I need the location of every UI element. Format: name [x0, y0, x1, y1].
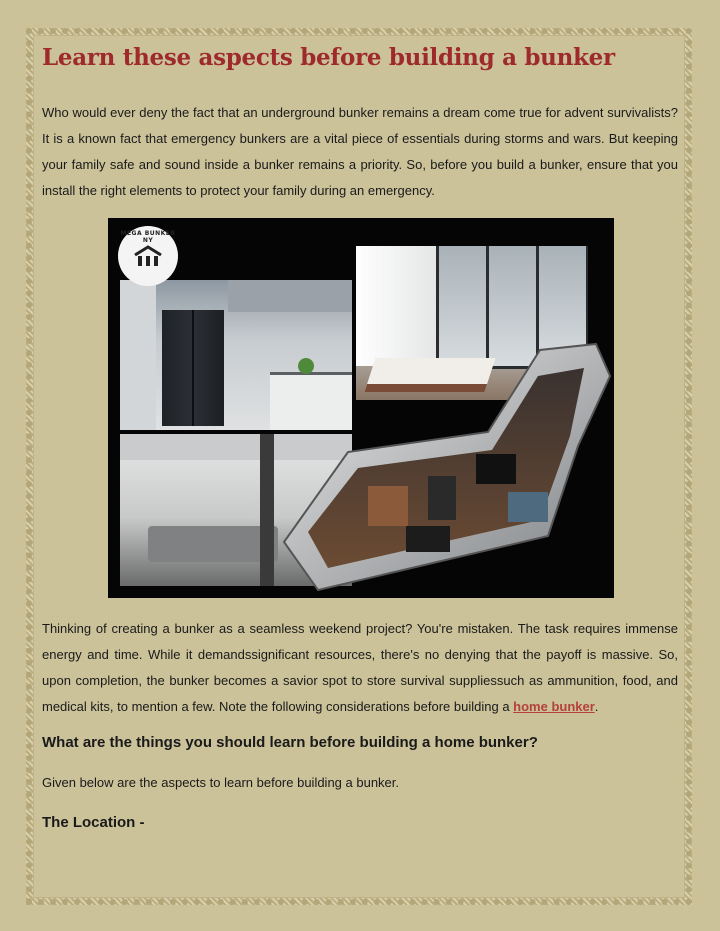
- second-paragraph-text: Thinking of creating a bunker as a seamless weekend project? You're mistaken. The task requires immense energy and time. While it demandssignificant resources, there's no denying that the payoff is massive. So, upon completion, the bunker becomes a savior spot to store survival suppliessuch as ammunition, food, and medical kits, to mention a few. Note the following considerations before building a: [42, 621, 678, 714]
- section-heading: What are the things you should learn before building a home bunker?: [42, 734, 538, 751]
- logo-text: MEGA BUNKER NY: [120, 230, 176, 244]
- page-title: Learn these aspects before building a bunker: [42, 44, 615, 71]
- second-paragraph: [42, 616, 678, 720]
- second-paragraph-end: .: [594, 699, 599, 714]
- intro-paragraph: Who would ever deny the fact that an underground bunker remains a dream come true for advent survivalists? It is a known fact that emergency bunkers are a vital piece of essentials during storms and wars. But keeping your family safe and sound inside a bunker remains a priority. So, before you build a bunker, ensure that you install the right elements to protect your family during an emergency.: [42, 105, 678, 198]
- given-below-text: Given below are the aspects to learn before building a bunker.: [42, 775, 400, 790]
- bunker-logo-icon: [133, 245, 163, 267]
- location-subheading: The Location -: [42, 814, 145, 831]
- mega-bunker-logo: [118, 226, 178, 286]
- bunker-interior-image: [108, 218, 614, 598]
- home-bunker-link[interactable]: home bunker: [513, 699, 595, 714]
- bunker-cutaway-illustration: [278, 336, 614, 598]
